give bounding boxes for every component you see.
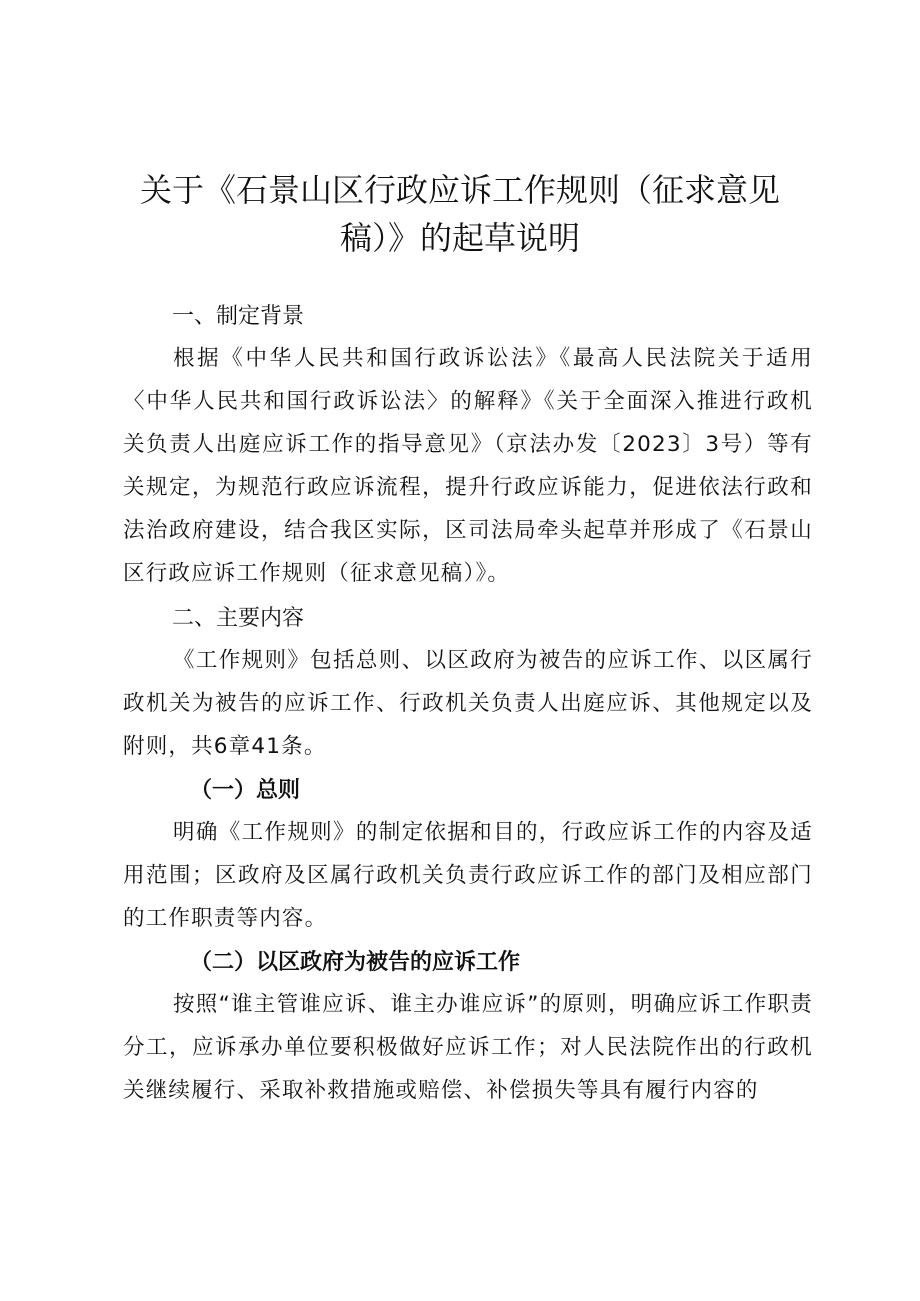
subsection-1-heading: （一）总则 [190,778,301,803]
section-2-heading: 二、主要内容 [172,606,305,631]
section-1-heading: 一、制定背景 [172,304,305,329]
document-title [110,166,810,262]
section-2-body: 《工作规则》包括总则、以区政府为被告的应诉工作、以区属行政机关为被告的应诉工作、行政机关负责人出庭应诉、其他规定以及附则，共6章41条。 [123,648,813,759]
title-line-1: 关于《石景山区行政应诉工作规则（征求意见 [139,171,780,209]
section-1-body: 根据《中华人民共和国行政诉讼法》《最高人民法院关于适用〈中华人民共和国行政诉讼法〉的解释》《关于全面深入推进行政机关负责人出庭应诉工作的指导意见》（京法办发〔2023〕3号）等有关规定，为规范行政应诉流程，提升行政应诉能力，促进依法行政和法治政府建设，结合我区实际，区司法局牵头起草并形成了《石景山区行政应诉工作规则（征求意见稿）》。 [123,346,813,586]
subsection-1-body: 明确《工作规则》的制定依据和目的，行政应诉工作的内容及适用范围；区政府及区属行政机关负责行政应诉工作的部门及相应部门的工作职责等内容。 [123,820,813,931]
subsection-2-body: 按照“谁主管谁应诉、谁主办谁应诉”的原则，明确应诉工作职责分工，应诉承办单位要积极做好应诉工作；对人民法院作出的行政机关继续履行、采取补救措施或赔偿、补偿损失等具有履行内容的 [123,992,813,1103]
subsection-2-heading: （二）以区政府为被告的应诉工作 [190,950,521,975]
title-line-2: 稿）》的起草说明 [339,219,580,257]
